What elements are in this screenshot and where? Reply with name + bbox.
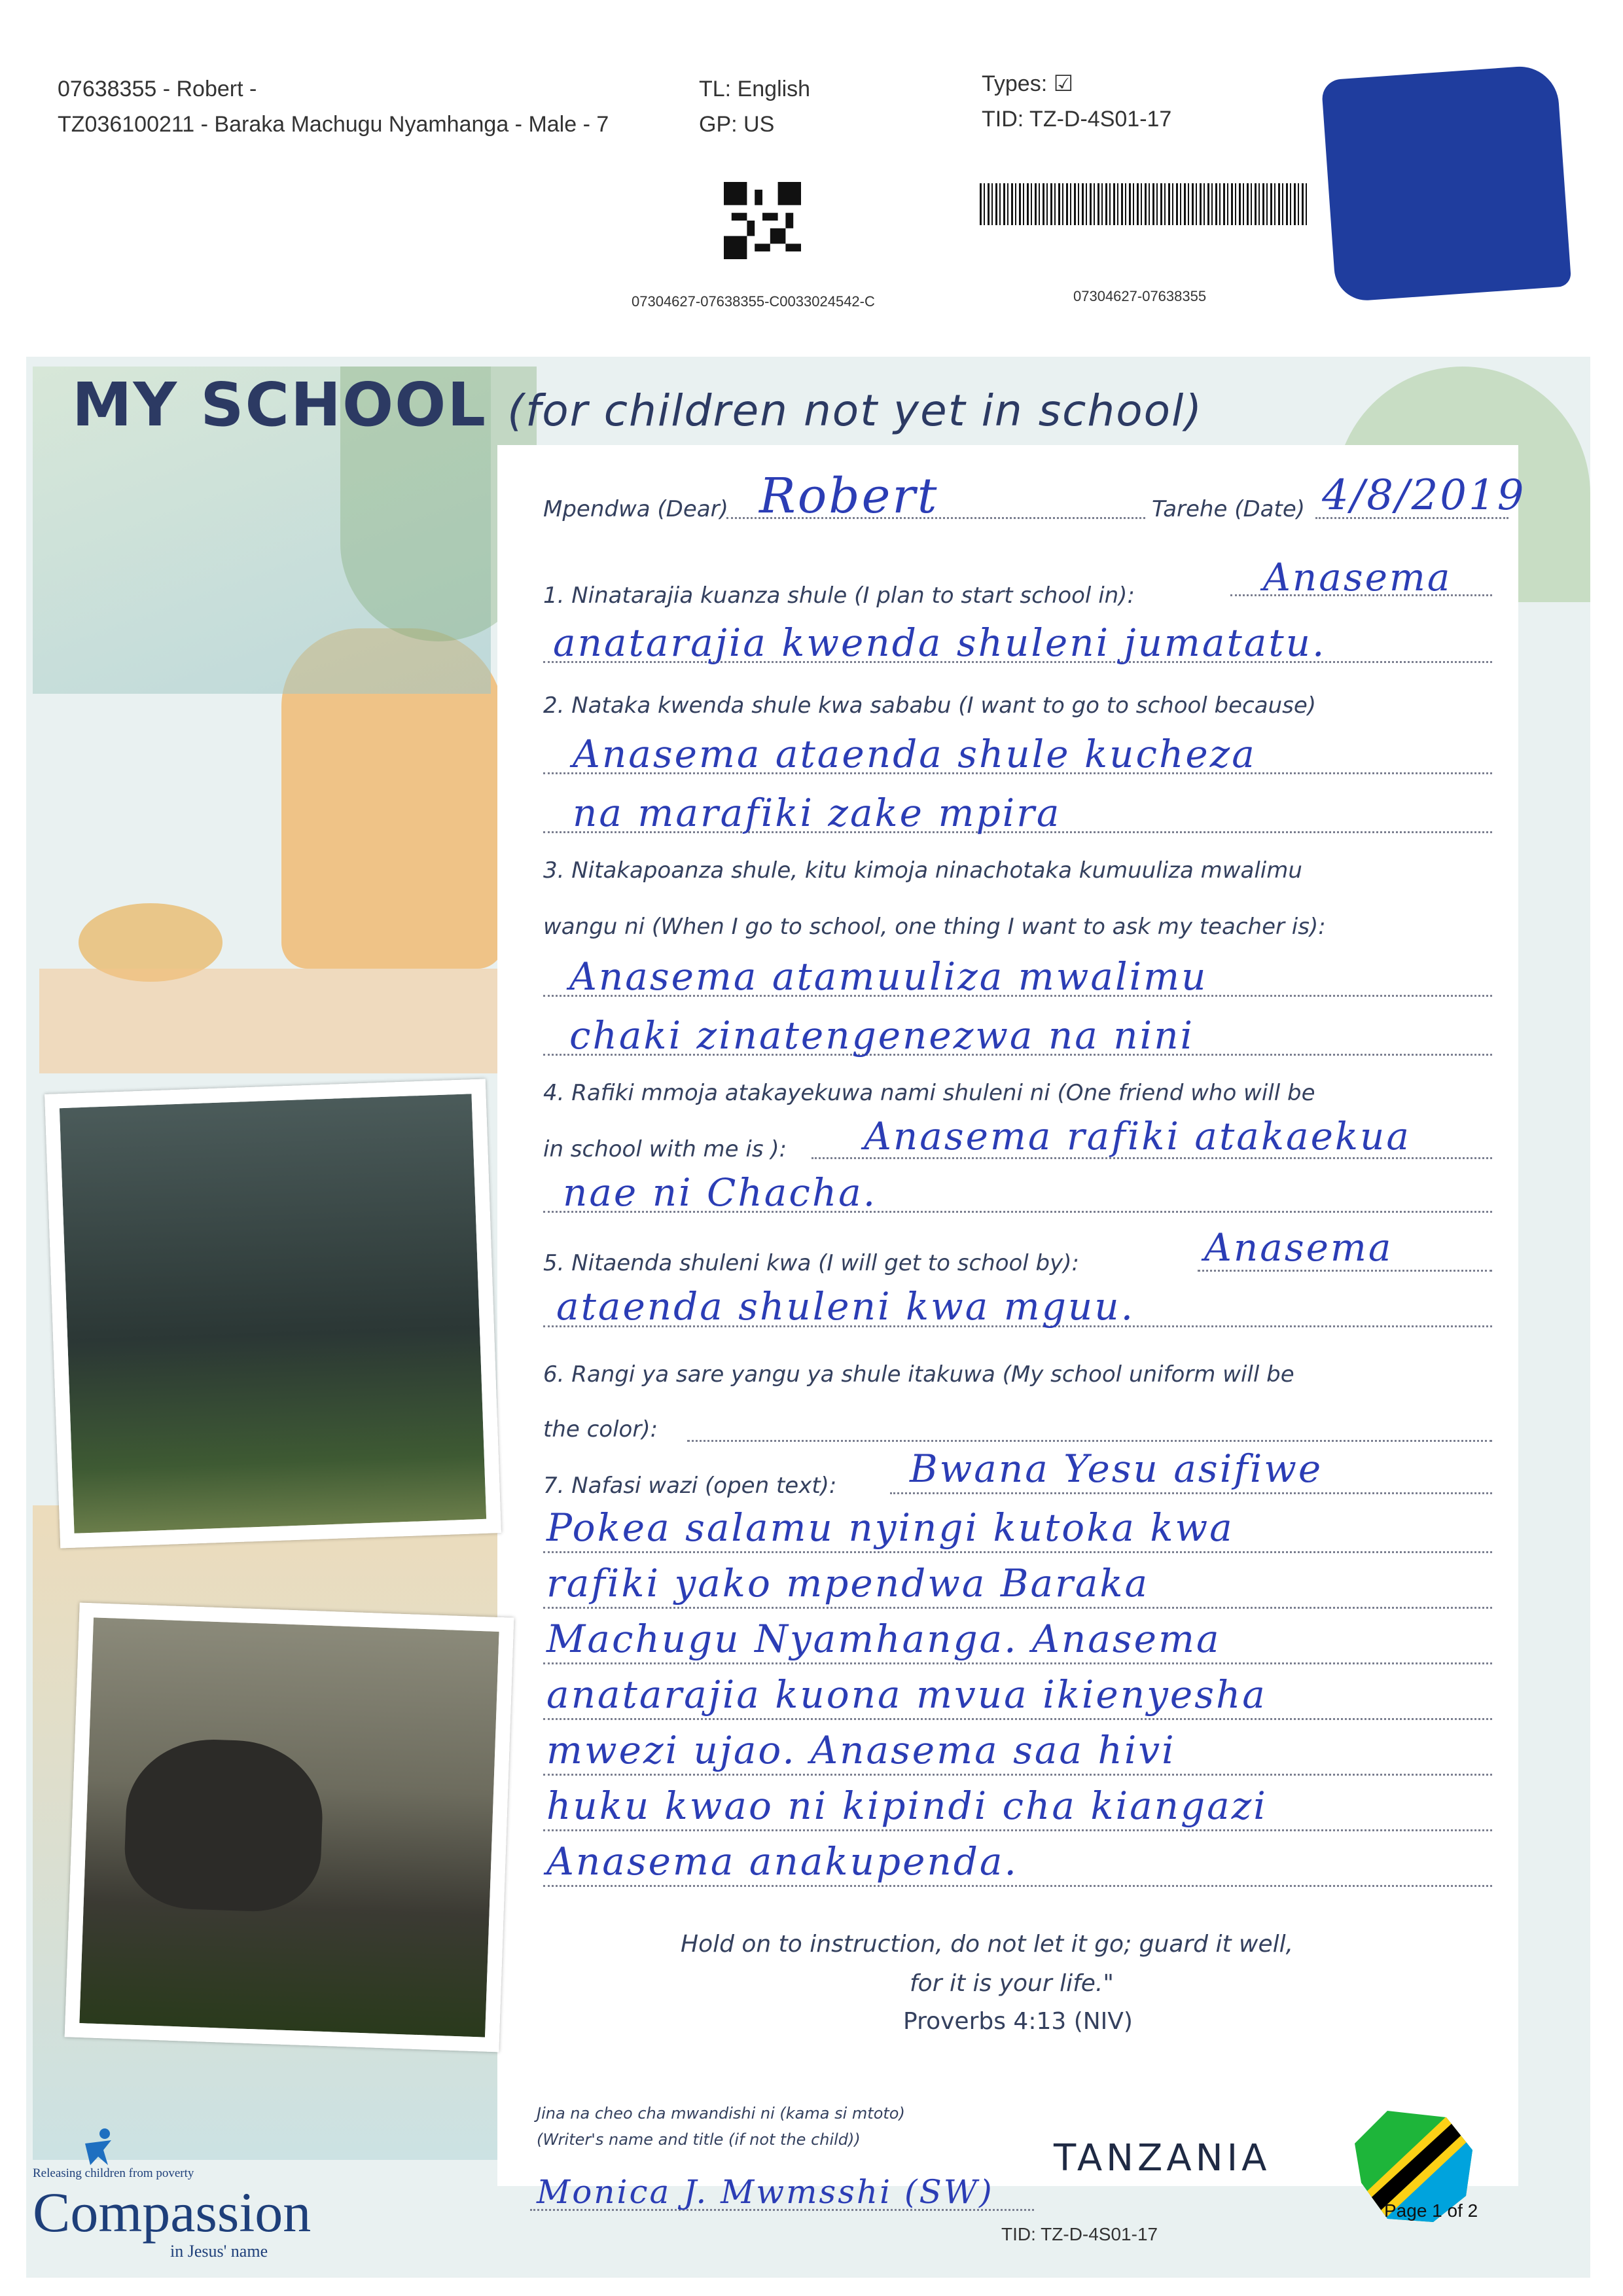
header-line-2: TZ036100211 - Baraka Machugu Nyamhanga - Male - 7: [58, 112, 609, 137]
barcode-caption: 07304627-07638355: [1073, 288, 1207, 304]
form-title-main: MY SCHOOL: [72, 370, 488, 440]
writer-label-1: Jina na cheo cha mwandishi ni (kama si mtoto): [537, 2104, 905, 2123]
q7-text-line-1: Bwana Yesu asifiwe: [910, 1446, 1323, 1491]
photo-misty-trees: [45, 1079, 501, 1548]
photo-hippo: [65, 1603, 514, 2053]
dear-label: Mpendwa (Dear): [543, 496, 728, 522]
q4-answer-1: Anasema rafiki atakaekua: [864, 1114, 1411, 1158]
form-title-sub: (for children not yet in school): [507, 386, 1204, 436]
q7-text-line-2: Pokea salamu nyingi kutoka kwa: [546, 1505, 1234, 1550]
verse-reference: Proverbs 4:13 (NIV): [903, 2008, 1133, 2035]
figure-icon: [79, 2127, 118, 2166]
q7-label: 7. Nafasi wazi (open text):: [543, 1473, 837, 1499]
country-label: TANZANIA: [1054, 2137, 1271, 2179]
q7-text-line-4: Machugu Nyamhanga. Anasema: [546, 1617, 1221, 1661]
header-types: Types: ☑: [982, 71, 1074, 96]
q2-answer-1: Anasema ataenda shule kucheza: [573, 732, 1257, 776]
q6-label-2: the color):: [543, 1416, 658, 1443]
q7-text-line-5: anatarajia kuona mvua ikienyesha: [546, 1672, 1267, 1717]
date-value: 4/8/2019: [1322, 471, 1526, 520]
compassion-logo: [33, 2127, 373, 2261]
header-tid: TID: TZ-D-4S01-17: [982, 107, 1172, 132]
header-tl: TL: English: [699, 77, 811, 101]
date-label: Tarehe (Date): [1152, 496, 1305, 522]
q2-label: 2. Nataka kwenda shule kwa sababu (I want to go to school because): [543, 692, 1317, 719]
verse-line-2: for it is your life.": [910, 1970, 1114, 1997]
header-line-1: 07638355 - Robert -: [58, 77, 257, 101]
q1-answer-2: anatarajia kwenda shuleni jumatatu.: [553, 620, 1327, 665]
q7-text-line-8: Anasema anakupenda.: [546, 1839, 1018, 1884]
q5-answer-2: ataenda shuleni kwa mguu.: [556, 1284, 1135, 1329]
q6-line: [687, 1407, 1492, 1442]
q5-label: 5. Nitaenda shuleni kwa (I will get to school by):: [543, 1250, 1079, 1276]
footer-tid: TID: TZ-D-4S01-17: [1001, 2224, 1158, 2244]
writer-value: Monica J. Mwmsshi (SW): [537, 2173, 994, 2211]
q4-label-1: 4. Rafiki mmoja atakayekuwa nami shuleni ni (One friend who will be: [543, 1080, 1315, 1106]
form-title: [72, 370, 1203, 440]
q3-answer-1: Anasema atamuuliza mwalimu: [569, 954, 1208, 999]
q5-answer-1: Anasema: [1204, 1225, 1393, 1270]
redaction-mark: [1321, 64, 1572, 302]
logo-tagline: Releasing children from poverty: [33, 2166, 194, 2180]
q3-label-1: 3. Nitakapoanza shule, kitu kimoja ninachotaka kumuuliza mwalimu: [543, 857, 1302, 884]
q7-text-line-6: mwezi ujao. Anasema saa hivi: [546, 1728, 1176, 1772]
q7-text-line-3: rafiki yako mpendwa Baraka: [546, 1561, 1150, 1605]
logo-name: Compassion: [33, 2181, 312, 2244]
page-number: Page 1 of 2: [1384, 2200, 1478, 2221]
header-gp: GP: US: [699, 112, 775, 137]
q4-label-2: in school with me is ):: [543, 1136, 787, 1162]
q3-answer-2: chaki zinatengenezwa na nini: [569, 1013, 1195, 1058]
barcode: [980, 183, 1307, 225]
q1-label: 1. Ninatarajia kuanza shule (I plan to start school in):: [543, 583, 1135, 609]
q6-label-1: 6. Rangi ya sare yangu ya shule itakuwa (My school uniform will be: [543, 1361, 1294, 1388]
dear-value: Robert: [759, 468, 939, 524]
q2-answer-2: na marafiki zake mpira: [573, 791, 1061, 835]
q4-answer-2: nae ni Chacha.: [563, 1170, 878, 1215]
qr-caption: 07304627-07638355-C0033024542-C: [632, 293, 875, 310]
logo-sub: in Jesus' name: [170, 2242, 268, 2261]
q7-text-line-7: huku kwao ni kipindi cha kiangazi: [546, 1784, 1268, 1828]
qr-code: [724, 182, 801, 259]
writer-label-2: (Writer's name and title (if not the child)): [537, 2130, 861, 2149]
q3-label-2: wangu ni (When I go to school, one thing I want to ask my teacher is):: [543, 914, 1326, 940]
flower-band-illustration: [39, 969, 497, 1073]
q1-answer-1: Anasema: [1263, 555, 1452, 600]
verse-line-1: Hold on to instruction, do not let it go; guard it well,: [681, 1931, 1294, 1958]
hippo-figure: [123, 1736, 325, 1913]
